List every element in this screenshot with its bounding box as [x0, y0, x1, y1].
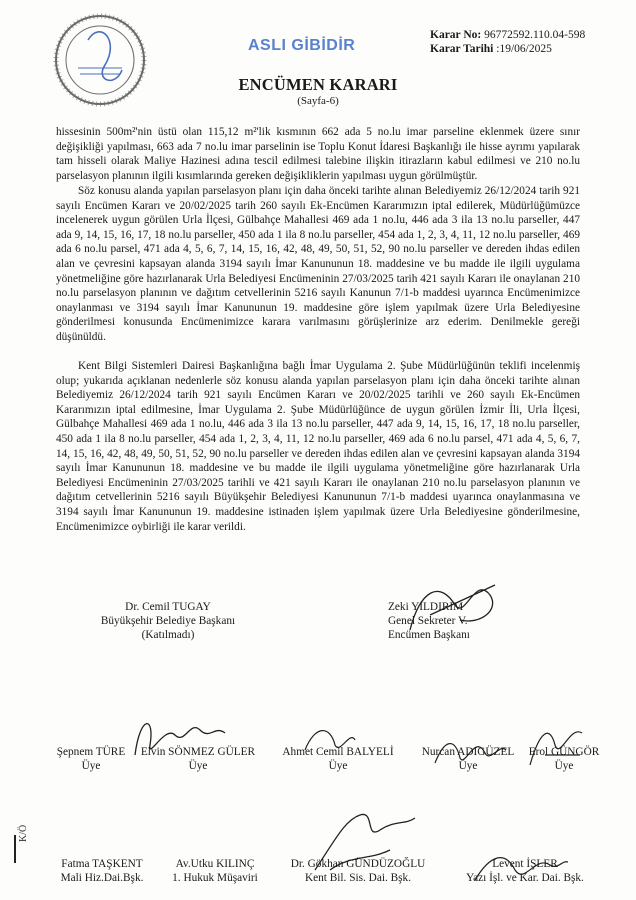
member-5: Erol GÜNGÖR Üye	[528, 746, 600, 772]
president-title: Büyükşehir Belediye Başkanı	[100, 615, 236, 627]
secretary-title: Genel Sekreter V.	[388, 615, 468, 627]
official-3: Dr. Gökhan GÜNDÜZOĞLU Kent Bil. Sis. Dai. Bşk.	[290, 858, 426, 884]
signature-block-secretary	[388, 600, 528, 642]
decision-meta	[430, 28, 585, 56]
secretary-name: Zeki YILDIRIM	[388, 601, 464, 613]
signature-block-president	[78, 600, 258, 642]
paragraph-2: Söz konusu alanda yapılan parselasyon planı için daha önceki tarihte alınan Belediyemiz 26/12/2024 tarih 921 sayılı Encümen Kararı ve 20/02/2025 tarih 260 sayılı Ek-Encümen Kararımızın iptal edilerek, Müdürlüğümüzce incelenerek uygun görülen Urla İlçesi, Gülbahçe Mahallesi 469 ada 1 no.lu, 446 ada 3 ila 13 no.lu parseller, 447 ada 9, 14, 15, 16, 17, 18 no.lu parseller, 450 ada 1 ila 8 no.lu parseller, 454 ada 1, 2, 3, 4, 11, 12 no.lu parseller, 469 ada 6 no.lu parsel, 471 ada 4, 5, 6, 7, 14, 15, 16, 42, 48, 49, 50, 51, 52, 90 no.lu parseller ve dereden ihdas edilen alan ve çevresini kapsayan alanda 3194 sayılı İmar Kanununun 18. maddesine ve bu madde ile ilgili uygulama yönetmeliğine göre hazırlanarak Urla Belediyesi Encümeninin 27/03/2025 tarih 421 sayılı Kararı ile onaylanan 210 no.lu parselasyon planının ve dağıtım cetvellerinin 5216 sayılı Kanunun 7/1-b maddesi uyarınca Encümenimizce onaylanması ve 3194 sayılı İmar Kanununun 19. maddesine göre işlem yapılmak üzere Urla Belediyesine gönderilmesi konusunda Encümenimizce karara varılmasını görüşlerinize arz ederim. Denilmekle gereği düşünüldü.	[56, 185, 580, 343]
official-2: Av.Utku KILINÇ 1. Hukuk Müşaviri	[172, 858, 258, 884]
margin-note: K/Ö	[18, 824, 29, 842]
member-3: Ahmet Cemil BALYELİ Üye	[282, 746, 394, 772]
decision-date: :19/06/2025	[496, 43, 552, 55]
decision-date-label: Karar Tarihi	[430, 43, 494, 55]
original-copy-stamp: ASLI GİBİDİR	[248, 37, 356, 54]
paragraph-3: Kent Bilgi Sistemleri Dairesi Başkanlığına bağlı İmar Uygulama 2. Şube Müdürlüğünün teklifi incelenmiş olup; yukarıda açıklanan nedenlerle söz konusu alanda yapılan parselasyon planı için daha önceki tarihte alınan Belediyemiz 26/12/2024 tarih 921 sayılı Encümen Kararı ve 20/02/2025 tarihli ve 260 sayılı Ek-Encümen Kararımızın iptal edilmesine, İmar Uygulama 2. Şube Müdürlüğünce de uygun görülen İzmir İli, Urla İlçesi, Gülbahçe Mahallesi 469 ada 1 no.lu, 446 ada 3 ila 13 no.lu parseller, 447 ada 9, 14, 15, 16, 17, 18 no.lu parseller, 450 ada 1 ila 8 no.lu parseller, 454 ada 1, 2, 3, 4, 11, 12 no.lu parseller, 469 ada 6 no.lu parsel, 471 ada 4, 5, 6, 7, 14, 15, 16, 42, 48, 49, 50, 51, 52, 90 no.lu parseller ve dereden ihdas edilen alan ve çevresini kapsayan alanda 3194 sayılı İmar Kanununun 18. maddesine ve bu madde ile ilgili uygulama yönetmeliğine göre hazırlanarak Urla Belediyesi Encümeninin 27/03/2025 tarihli ve 421 sayılı Kararı ile onaylanan 210 no.lu parselasyon planının ve dağıtım cetvellerinin 5216 sayılı Büyükşehir Belediyesi Kanununun 7/1-b maddesi uyarınca onaylanmasına ve 3194 sayılı İmar Kanununun 19. maddesine istinaden işlem yapılmak üzere Urla Belediyesine gönderilmesine, Encümenimizce oybirliği ile karar verildi.	[56, 360, 580, 533]
member-2: Elvin SÖNMEZ GÜLER Üye	[140, 746, 256, 772]
paragraph-1: hissesinin 500m²'nin üstü olan 115,12 m²'lik kısmının 662 ada 5 no.lu imar parseline eklenmek üzere sınır değişikliği yapılması, 663 ada 7 no.lu imar parselinin ise Toplu Konut İdaresi Başkanlığı ile hisse ayrımı yapılarak tam hisseli olarak Maliye Hazinesi adına tescil edilmesi talebine ilişkin itirazların kabul edilmesi ve 210 no.lu parselasyon planının ilgili kısımlarında gereken değişikliklerin yapılması uygun görülmüştür.	[56, 126, 580, 182]
member-1: Şepnem TÜRE Üye	[56, 746, 126, 772]
margin-mark	[14, 835, 16, 863]
page-indicator: (Sayfa-6)	[297, 95, 339, 107]
official-4: Levent İŞLER Yazı İşl. ve Kar. Dai. Bşk.	[466, 858, 584, 884]
president-note: (Katılmadı)	[141, 629, 195, 641]
secretary-role: Encümen Başkanı	[388, 629, 470, 641]
official-1: Fatma TAŞKENT Mali Hiz.Dai.Bşk.	[60, 858, 144, 884]
decision-no-label: Karar No:	[430, 29, 482, 41]
decision-no: 96772592.110.04-598	[484, 29, 586, 41]
member-4: Nurcan ADIGÜZEL Üye	[421, 746, 515, 772]
president-name: Dr. Cemil TUGAY	[125, 601, 211, 613]
document-title: ENCÜMEN KARARI	[238, 75, 398, 94]
